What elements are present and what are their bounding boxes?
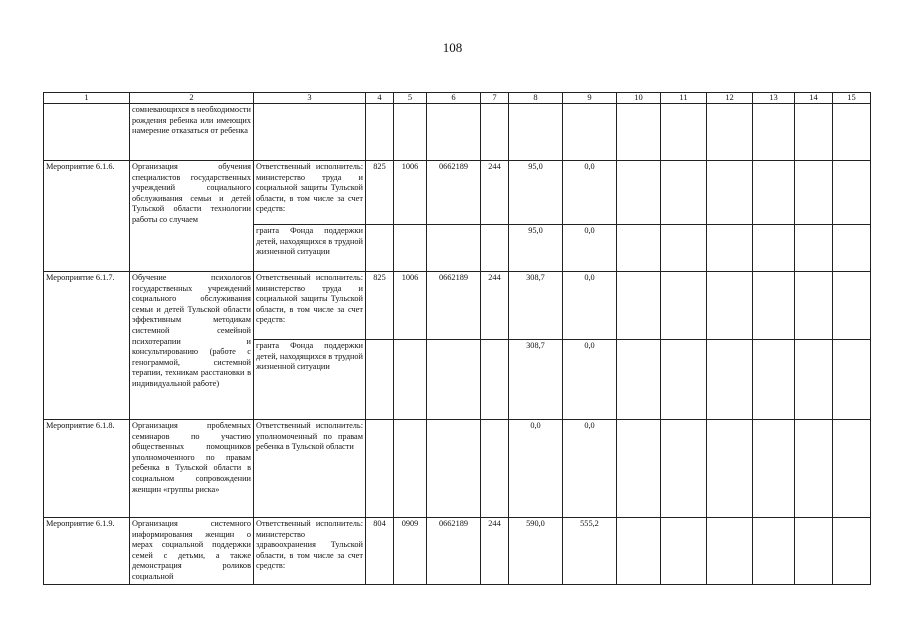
header-cell: 3 (254, 93, 366, 104)
cell-value: 0,0 (563, 225, 617, 272)
executor: Ответственный исполнитель: министерство труда и социальной защиты Тульской области, в том числе за счет средств: (254, 272, 366, 340)
header-cell: 7 (481, 93, 509, 104)
cell-value: 555,2 (563, 518, 617, 585)
cell-section: 0909 (394, 518, 427, 585)
header-cell: 1 (44, 93, 130, 104)
activity-description: Организация проблемных семинаров по участию общественных помощников уполномоченного по правам ребенка в Тульской области в социальном сопровождении женщин «группы риска» (130, 420, 254, 518)
cell-target: 0662189 (427, 518, 481, 585)
activity-name: Мероприятие 6.1.9. (44, 518, 130, 585)
executor: Ответственный исполнитель: министерство труда и социальной защиты Тульской области, в том числе за счет средств: (254, 161, 366, 225)
cell-value: 0,0 (563, 161, 617, 225)
header-cell: 9 (563, 93, 617, 104)
header-cell: 4 (366, 93, 394, 104)
header-cell: 13 (753, 93, 795, 104)
cell-type: 244 (481, 161, 509, 225)
activity-description: Организация обучения специалистов государственных учреждений социального обслуживания семьи и детей Тульской области технологии работы со случаем (130, 161, 254, 272)
cell-value: 0,0 (563, 272, 617, 340)
cell-target: 0662189 (427, 161, 481, 225)
executor: Ответственный исполнитель: министерство здравоохранения Тульской области, в том числе за счет средств: (254, 518, 366, 585)
cell-value: 0,0 (563, 340, 617, 420)
header-cell: 15 (833, 93, 871, 104)
cell-section: 1006 (394, 272, 427, 340)
cell-value: 95,0 (509, 161, 563, 225)
funding-source: гранта Фонда поддержки детей, находящихся в трудной жизненной ситуации (254, 340, 366, 420)
cell-code: 804 (366, 518, 394, 585)
cell-value: 308,7 (509, 340, 563, 420)
page-number: 108 (442, 40, 463, 55)
header-cell: 14 (795, 93, 833, 104)
table-row (44, 161, 871, 225)
header-cell: 6 (427, 93, 481, 104)
header-cell: 2 (130, 93, 254, 104)
activity-description: Организация системного информирования женщин о мерах социальной поддержки семей с детьми, а также демонстрация роликов социальной (130, 518, 254, 585)
program-table (43, 92, 871, 585)
table-row (44, 272, 871, 340)
cell-value: 95,0 (509, 225, 563, 272)
cell-value: 0,0 (509, 420, 563, 518)
header-cell: 10 (617, 93, 661, 104)
activity-name: Мероприятие 6.1.7. (44, 272, 130, 420)
header-cell: 12 (707, 93, 753, 104)
header-cell: 5 (394, 93, 427, 104)
table-row (44, 420, 871, 518)
header-cell: 8 (509, 93, 563, 104)
activity-name: Мероприятие 6.1.8. (44, 420, 130, 518)
cell-type: 244 (481, 518, 509, 585)
table-row (44, 518, 871, 585)
cell-code: 825 (366, 161, 394, 225)
cell-value: 590,0 (509, 518, 563, 585)
cell-type: 244 (481, 272, 509, 340)
cell-value: 0,0 (563, 420, 617, 518)
table-row (44, 104, 871, 161)
cell-value: 308,7 (509, 272, 563, 340)
funding-source: гранта Фонда поддержки детей, находящихся в трудной жизненной ситуации (254, 225, 366, 272)
header-cell: 11 (661, 93, 707, 104)
activity-name: Мероприятие 6.1.6. (44, 161, 130, 272)
cell-section: 1006 (394, 161, 427, 225)
activity-description: Обучение психологов государственных учреждений социального обслуживания семьи и детей Тульской области эффективным методикам системной семейной психотерапии и консультированию (работе с генограммой, системной терапии, техникам расстановки в индивидуальной работе) (130, 272, 254, 420)
cell-target: 0662189 (427, 272, 481, 340)
activity-description: сомневающихся в необходимости рождения ребенка или имеющих намерение отказаться от ребенка (130, 104, 254, 161)
executor: Ответственный исполнитель: уполномоченный по правам ребенка в Тульской области (254, 420, 366, 518)
header-row (44, 93, 871, 104)
cell-code: 825 (366, 272, 394, 340)
